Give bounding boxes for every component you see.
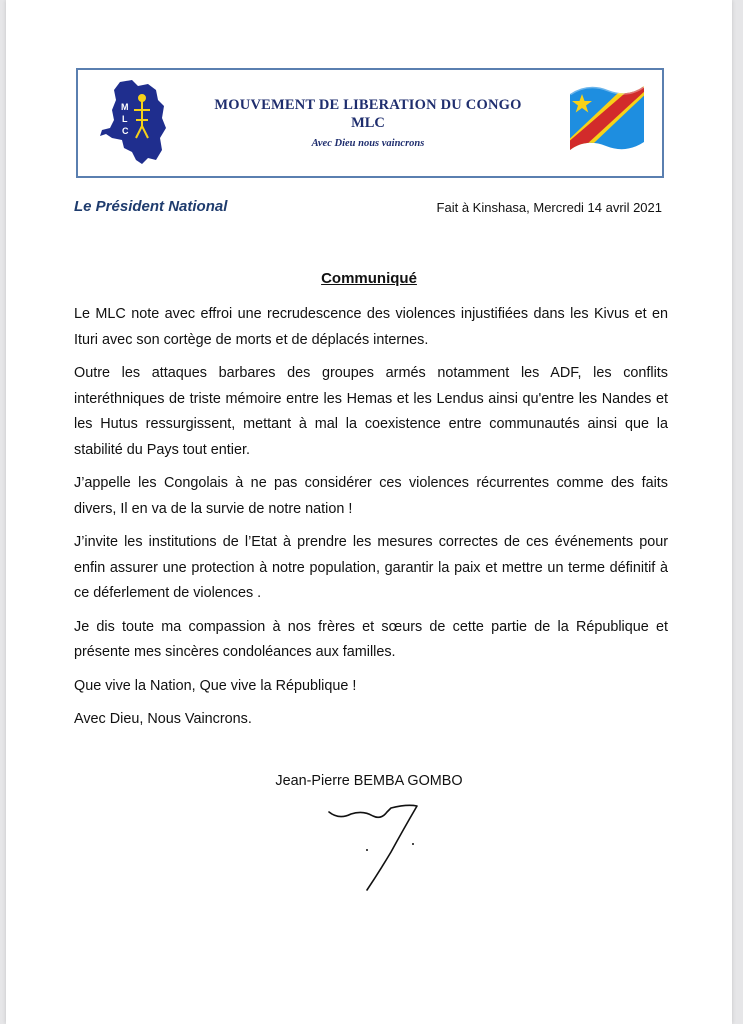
logo-letter-c: C [122,126,129,136]
letterhead [76,68,664,178]
place-and-date: Fait à Kinshasa, Mercredi 14 avril 2021 [436,200,662,215]
paragraph: Que vive la Nation, Que vive la République ! [74,677,357,694]
signatory-name: Jean-Pierre BEMBA GOMBO [275,773,463,789]
paragraph: Avec Dieu, Nous Vaincrons. [74,711,252,727]
communique-body [74,302,668,741]
sender-title: Le Président National [74,198,228,215]
paragraph: Je dis toute ma compassion à nos frères et sœurs de cette partie de la République et présente mes sincères condoléances aux familles. [74,618,668,660]
handwritten-signature [321,800,431,895]
organization-name: MOUVEMENT DE LIBERATION DU CONGO [214,97,522,113]
organization-motto: Avec Dieu nous vaincrons [311,138,425,149]
paragraph: Le MLC note avec effroi une recrudescence des violences injustifiées dans les Kivus et en Ituri avec son cortège de morts et de déplacés internes. [74,306,668,348]
drc-flag-icon [566,80,648,158]
document-title: Communiqué [321,270,417,287]
letterhead-text [178,96,558,149]
organization-acronym: MLC [351,115,385,131]
congo-map-shape [100,80,166,164]
paragraph: J’invite les institutions de l’Etat à prendre les mesures correctes de ces événements pour enfin assurer une protection à notre population, garantir la paix et mettre un terme définitif à ce déferlement de violences . [74,534,668,601]
mlc-map-logo [98,76,170,168]
paragraph: J’appelle les Congolais à ne pas considérer ces violences récurrentes comme des faits divers, Il en va de la survie de notre nation ! [74,475,668,517]
logo-letter-m: M [121,102,129,112]
document-page [6,0,732,1024]
paragraph: Outre les attaques barbares des groupes armés notamment les ADF, les conflits interéthniques de triste mémoire entre les Hemas et les Lendus ainsi qu'entre les Nandes et les Hutus ressurgissent, mettant à mal la coexistence entre communautés ainsi que la stabilité du Pays tout entier. [74,365,668,458]
logo-letter-l: L [122,114,128,124]
